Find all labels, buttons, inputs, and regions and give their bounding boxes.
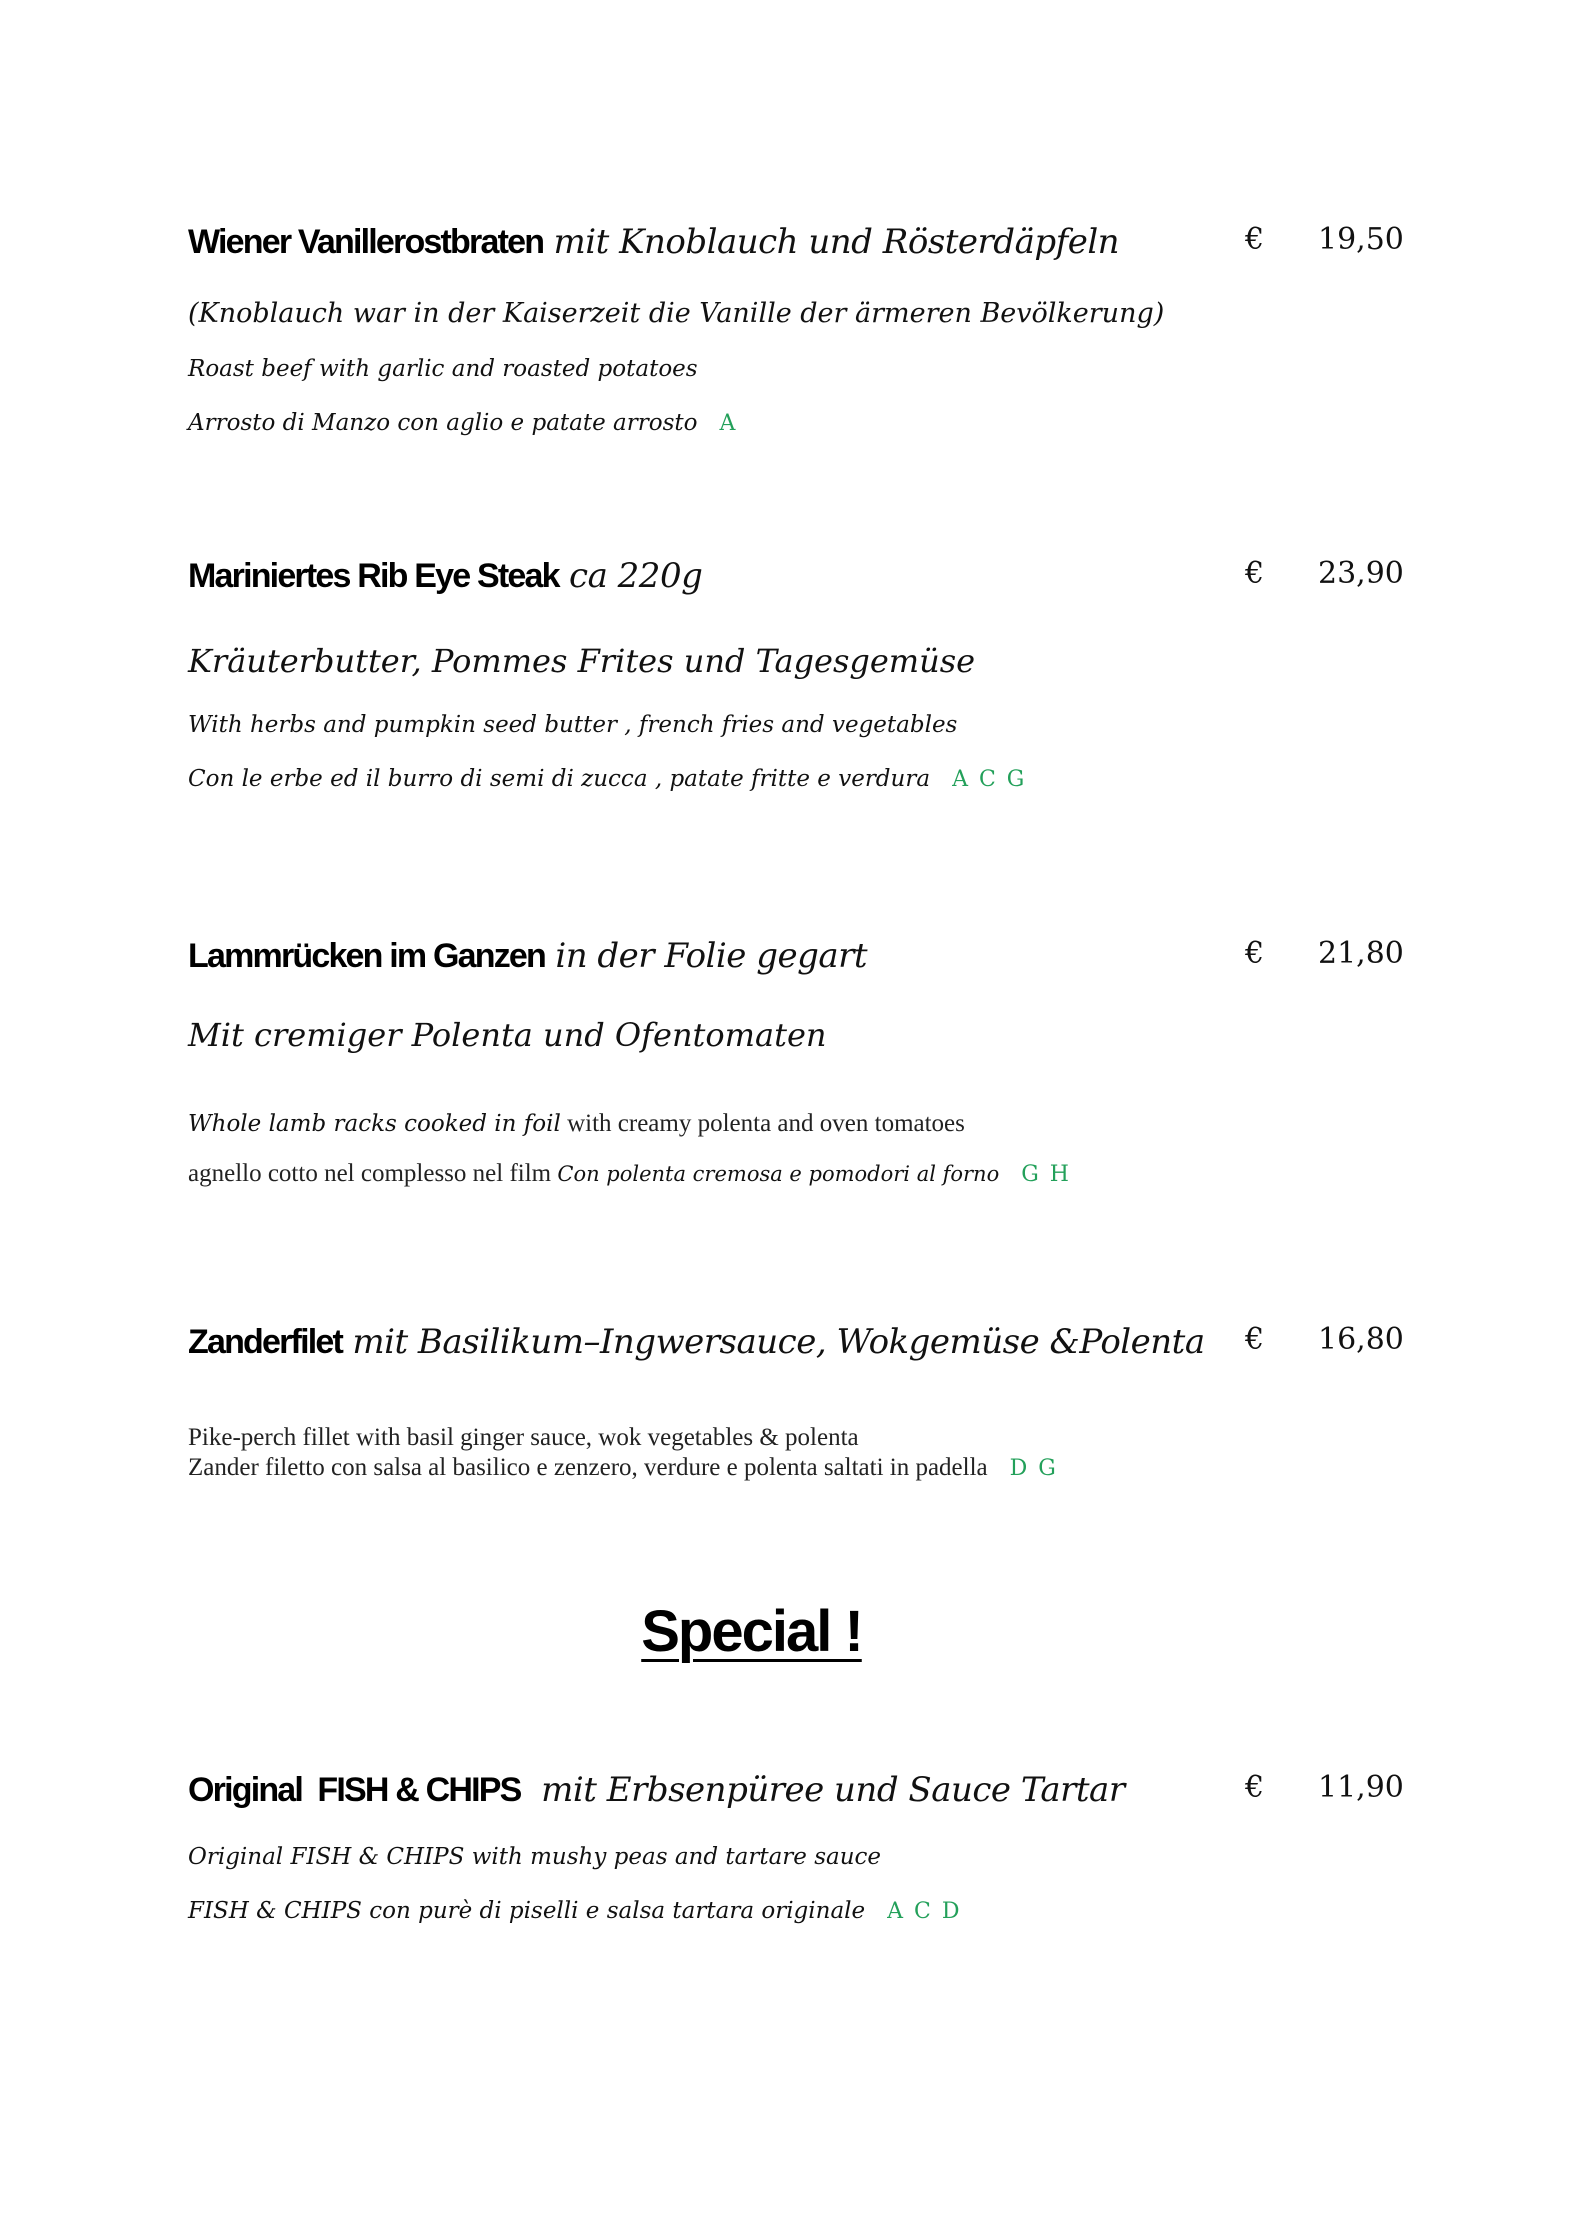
- item-description-it: [188, 1898, 961, 1924]
- item-description-it: [188, 410, 737, 436]
- item-price: 19,50: [1318, 222, 1404, 257]
- item-name: Lammrücken im Ganzen: [188, 937, 546, 975]
- item-title-line: [188, 1322, 1438, 1382]
- menu-item-rib-eye-steak: [188, 556, 1438, 792]
- item-description-en: Pike-perch fillet with basil ginger sauce, wok vegetables & polenta: [188, 1424, 859, 1451]
- menu-item-fish-and-chips: [188, 1770, 1438, 1924]
- special-heading: Special !: [641, 1599, 862, 1664]
- item-name: Zanderfilet: [188, 1323, 343, 1361]
- item-description-en-part1: Whole lamb racks cooked in foil: [188, 1111, 561, 1137]
- item-subtitle: mit Erbsenpüree und Sauce Tartar: [520, 1770, 1125, 1810]
- allergen-codes: D G: [1009, 1456, 1058, 1481]
- item-description-it: [188, 766, 1026, 792]
- item-subtitle: in der Folie gegart: [545, 936, 868, 976]
- item-description-en: Roast beef with garlic and roasted potatoes: [188, 356, 698, 382]
- item-description-de: Mit cremiger Polenta und Ofentomaten: [188, 1016, 827, 1054]
- currency-symbol: €: [1245, 936, 1265, 971]
- item-title-line: [188, 556, 1438, 616]
- item-title-line: [188, 222, 1438, 282]
- item-subtitle: ca 220g: [558, 556, 703, 596]
- item-name: Mariniertes Rib Eye Steak: [188, 557, 559, 595]
- item-description-it-part2: Con polenta cremosa e pomodori al forno: [557, 1162, 1000, 1186]
- item-description-it-part1: agnello cotto nel complesso nel film: [188, 1160, 558, 1187]
- item-title-line: [188, 1770, 1438, 1830]
- item-description-en: [188, 1110, 965, 1138]
- allergen-codes: A C G: [952, 767, 1027, 792]
- currency-symbol: €: [1245, 222, 1265, 257]
- item-description-de: (Knoblauch war in der Kaiserzeit die Vanille der ärmeren Bevölkerung): [188, 298, 1165, 329]
- item-description-it: [188, 1454, 1058, 1482]
- allergen-codes: G H: [1021, 1162, 1071, 1187]
- menu-item-zanderfilet: [188, 1322, 1438, 1481]
- item-subtitle: mit Basilikum–Ingwersauce, Wokgemüse &Polenta: [342, 1322, 1205, 1362]
- item-name: Wiener Vanillerostbraten: [188, 223, 544, 261]
- item-description-en-part2: with creamy polenta and oven tomatoes: [560, 1110, 965, 1137]
- currency-symbol: €: [1245, 556, 1265, 591]
- item-price: 16,80: [1318, 1322, 1404, 1357]
- item-description-it-text: FISH & CHIPS con purè di piselli e salsa tartara originale: [188, 1898, 866, 1924]
- item-description-de: Kräuterbutter, Pommes Frites und Tagesgemüse: [188, 642, 976, 680]
- item-description-it-text: Con le erbe ed il burro di semi di zucca , patate fritte e verdura: [188, 766, 931, 792]
- item-price: 23,90: [1318, 556, 1404, 591]
- item-subtitle: mit Knoblauch und Rösterdäpfeln: [543, 222, 1120, 262]
- item-description-it-text: Arrosto di Manzo con aglio e patate arrosto: [188, 410, 698, 436]
- item-price: 11,90: [1318, 1770, 1404, 1805]
- currency-symbol: €: [1245, 1770, 1265, 1805]
- item-description-en: With herbs and pumpkin seed butter , french fries and vegetables: [188, 712, 958, 738]
- currency-symbol: €: [1245, 1322, 1265, 1357]
- allergen-codes: A: [719, 411, 738, 436]
- item-description-en: Original FISH & CHIPS with mushy peas and tartare sauce: [188, 1844, 882, 1870]
- item-description-it: [188, 1160, 1071, 1188]
- menu-item-lammruecken: [188, 936, 1438, 1187]
- item-description-it-text: Zander filetto con salsa al basilico e zenzero, verdure e polenta saltati in padella: [188, 1454, 988, 1481]
- item-title-line: [188, 936, 1438, 996]
- item-price: 21,80: [1318, 936, 1404, 971]
- menu-item-vanillerostbraten: [188, 222, 1438, 436]
- allergen-codes: A C D: [887, 1899, 962, 1924]
- item-name: Original FISH & CHIPS: [188, 1771, 521, 1809]
